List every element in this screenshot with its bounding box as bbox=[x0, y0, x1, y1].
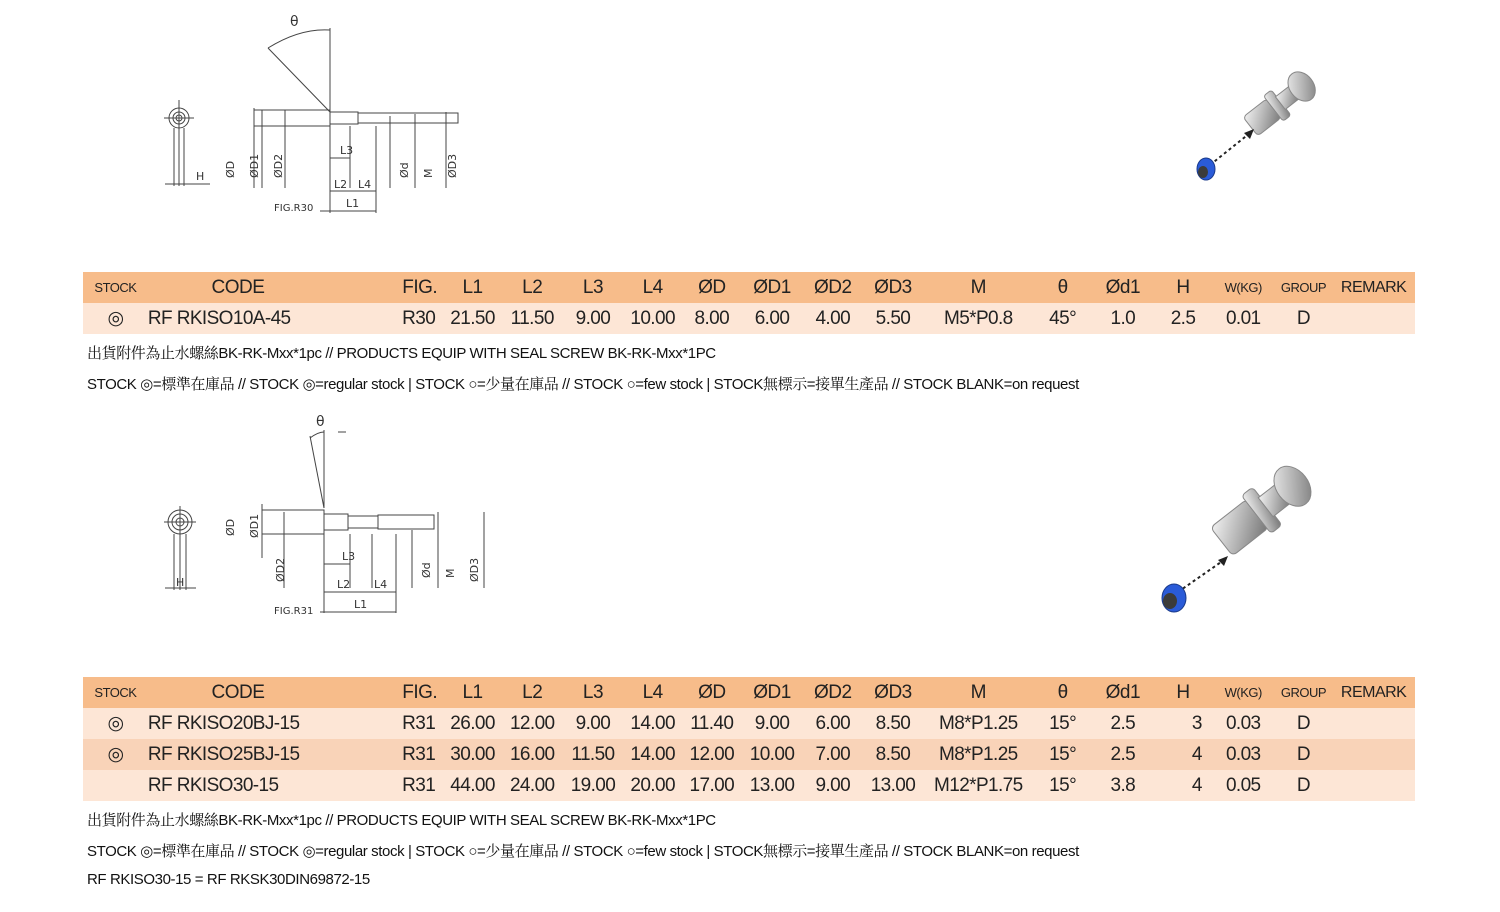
table-row bbox=[83, 708, 1415, 739]
equip-note: 出貨附件為止水螺絲BK-RK-Mxx*1pc // PRODUCTS EQUIP WITH SEAL SCREW BK-RK-Mxx*1PC bbox=[87, 812, 716, 829]
col-d: ØD bbox=[682, 677, 742, 708]
seal-screw-icon bbox=[1162, 584, 1186, 612]
col-group: GROUP bbox=[1275, 272, 1333, 303]
col-d1: ØD1 bbox=[742, 677, 803, 708]
stock-mark: ◎ bbox=[83, 303, 148, 334]
stock-mark: ◎ bbox=[83, 708, 148, 739]
cell-d2: 4.00 bbox=[802, 303, 863, 334]
dim-l3: L3 bbox=[342, 550, 356, 563]
cell-h: 4 bbox=[1154, 770, 1212, 801]
cell-group: D bbox=[1275, 770, 1333, 801]
theta-label: θ bbox=[290, 14, 299, 30]
stock-mark bbox=[83, 770, 148, 801]
cell-l1: 44.00 bbox=[443, 770, 502, 801]
dim-small-d: Ød bbox=[398, 162, 411, 178]
cell-d2: 6.00 bbox=[802, 708, 863, 739]
cell-group: D bbox=[1275, 303, 1333, 334]
stock-legend-note: STOCK ◎=標準在庫品 // STOCK ◎=regular stock | STOCK ○=少量在庫品 // STOCK ○=few stock | STOCK無標示=接單生產品 // STOCK BLANK=on request bbox=[87, 376, 1079, 393]
dim-small-d: Ød bbox=[420, 562, 433, 578]
col-d3: ØD3 bbox=[863, 677, 923, 708]
cell-l2: 11.50 bbox=[502, 303, 563, 334]
col-d: ØD bbox=[682, 272, 742, 303]
dim-d3: ØD3 bbox=[468, 557, 481, 582]
table-row bbox=[83, 739, 1415, 770]
col-fig: FIG. bbox=[328, 272, 443, 303]
product-code: RF RKISO20BJ-15 bbox=[148, 708, 328, 739]
cell-m: M5*P0.8 bbox=[923, 303, 1034, 334]
cell-d1: 10.00 bbox=[742, 739, 803, 770]
product-code: RF RKISO30-15 bbox=[148, 770, 328, 801]
cell-d2: 7.00 bbox=[802, 739, 863, 770]
cell-d1: 13.00 bbox=[742, 770, 803, 801]
cell-d: 12.00 bbox=[682, 739, 742, 770]
cell-sd1: 2.5 bbox=[1091, 739, 1154, 770]
dim-h: H bbox=[176, 576, 185, 589]
cell-l2: 16.00 bbox=[502, 739, 563, 770]
dim-d2: ØD2 bbox=[272, 153, 285, 178]
cell-d3: 5.50 bbox=[863, 303, 923, 334]
table-row bbox=[83, 303, 1415, 334]
product-code: RF RKISO10A-45 bbox=[148, 303, 328, 334]
col-m: M bbox=[923, 272, 1034, 303]
col-code: CODE bbox=[148, 677, 328, 708]
cell-l1: 21.50 bbox=[443, 303, 502, 334]
stock-mark: ◎ bbox=[83, 739, 148, 770]
cell-fig: R31 bbox=[328, 708, 443, 739]
col-d1: ØD1 bbox=[742, 272, 803, 303]
col-remark: REMARK bbox=[1332, 272, 1415, 303]
cell-d2: 9.00 bbox=[802, 770, 863, 801]
dim-d2: ØD2 bbox=[274, 557, 287, 582]
cell-sd1: 1.0 bbox=[1091, 303, 1154, 334]
product-photo-r31 bbox=[1152, 452, 1342, 622]
col-weight: W(KG) bbox=[1212, 677, 1275, 708]
cell-theta: 15° bbox=[1034, 739, 1092, 770]
dim-l2: L2 bbox=[337, 578, 351, 591]
col-l3: L3 bbox=[563, 677, 624, 708]
table-header bbox=[83, 677, 1415, 708]
col-l2: L2 bbox=[502, 272, 563, 303]
spec-table-r31 bbox=[83, 677, 1415, 801]
col-h: H bbox=[1154, 677, 1212, 708]
col-stock: STOCK bbox=[83, 272, 148, 303]
cell-group: D bbox=[1275, 708, 1333, 739]
cell-l4: 14.00 bbox=[623, 739, 682, 770]
cell-fig: R30 bbox=[328, 303, 443, 334]
dim-h: H bbox=[196, 170, 205, 183]
cell-l4: 14.00 bbox=[623, 708, 682, 739]
cell-weight: 0.05 bbox=[1212, 770, 1275, 801]
cell-remark bbox=[1332, 770, 1415, 801]
col-l2: L2 bbox=[502, 677, 563, 708]
dim-d: ØD bbox=[224, 160, 237, 178]
cell-d: 11.40 bbox=[682, 708, 742, 739]
col-d2: ØD2 bbox=[802, 677, 863, 708]
col-code: CODE bbox=[148, 272, 328, 303]
col-theta: θ bbox=[1034, 272, 1092, 303]
dim-m: M bbox=[444, 568, 457, 578]
col-h: H bbox=[1154, 272, 1212, 303]
cell-m: M8*P1.25 bbox=[923, 708, 1034, 739]
col-sd1: Ød1 bbox=[1091, 677, 1154, 708]
cell-l4: 10.00 bbox=[623, 303, 682, 334]
dim-d1: ØD1 bbox=[248, 153, 261, 178]
stock-legend-note: STOCK ◎=標準在庫品 // STOCK ◎=regular stock | STOCK ○=少量在庫品 // STOCK ○=few stock | STOCK無標示=接單生產品 // STOCK BLANK=on request bbox=[87, 843, 1079, 860]
col-m: M bbox=[923, 677, 1034, 708]
cell-d: 8.00 bbox=[682, 303, 742, 334]
cell-d: 17.00 bbox=[682, 770, 742, 801]
cell-d1: 6.00 bbox=[742, 303, 803, 334]
cell-d3: 8.50 bbox=[863, 708, 923, 739]
cell-l3: 11.50 bbox=[563, 739, 624, 770]
product-photo-r30 bbox=[1188, 55, 1348, 190]
cell-fig: R31 bbox=[328, 770, 443, 801]
cell-l3: 9.00 bbox=[563, 708, 624, 739]
cell-weight: 0.01 bbox=[1212, 303, 1275, 334]
cell-remark bbox=[1332, 708, 1415, 739]
product-code: RF RKISO25BJ-15 bbox=[148, 739, 328, 770]
dim-l2: L2 bbox=[334, 178, 348, 191]
col-weight: W(KG) bbox=[1212, 272, 1275, 303]
cell-l1: 26.00 bbox=[443, 708, 502, 739]
table-row bbox=[83, 770, 1415, 801]
cell-theta: 45° bbox=[1034, 303, 1092, 334]
cell-l4: 20.00 bbox=[623, 770, 682, 801]
col-sd1: Ød1 bbox=[1091, 272, 1154, 303]
dim-d1: ØD1 bbox=[248, 513, 261, 538]
dim-l1: L1 bbox=[346, 197, 360, 210]
dim-l3: L3 bbox=[340, 144, 354, 157]
cell-d1: 9.00 bbox=[742, 708, 803, 739]
col-d3: ØD3 bbox=[863, 272, 923, 303]
cell-l1: 30.00 bbox=[443, 739, 502, 770]
fig-label: FIG.R30 bbox=[274, 203, 314, 214]
cell-d3: 13.00 bbox=[863, 770, 923, 801]
cell-l3: 9.00 bbox=[563, 303, 624, 334]
technical-drawing-r31 bbox=[150, 408, 495, 618]
cell-remark bbox=[1332, 739, 1415, 770]
dim-l4: L4 bbox=[374, 578, 388, 591]
cell-weight: 0.03 bbox=[1212, 708, 1275, 739]
spec-table-r30 bbox=[83, 272, 1415, 334]
dim-m: M bbox=[422, 168, 435, 178]
cell-h: 2.5 bbox=[1154, 303, 1212, 334]
cell-h: 4 bbox=[1154, 739, 1212, 770]
cell-sd1: 2.5 bbox=[1091, 708, 1154, 739]
col-theta: θ bbox=[1034, 677, 1092, 708]
col-fig: FIG. bbox=[328, 677, 443, 708]
col-l4: L4 bbox=[623, 272, 682, 303]
col-d2: ØD2 bbox=[802, 272, 863, 303]
col-l4: L4 bbox=[623, 677, 682, 708]
cell-h: 3 bbox=[1154, 708, 1212, 739]
dim-d3: ØD3 bbox=[446, 153, 459, 178]
dim-d: ØD bbox=[224, 518, 237, 536]
col-l3: L3 bbox=[563, 272, 624, 303]
technical-drawing-r30 bbox=[150, 8, 490, 218]
cell-weight: 0.03 bbox=[1212, 739, 1275, 770]
equip-note: 出貨附件為止水螺絲BK-RK-Mxx*1pc // PRODUCTS EQUIP WITH SEAL SCREW BK-RK-Mxx*1PC bbox=[87, 345, 716, 362]
cell-remark bbox=[1332, 303, 1415, 334]
equivalence-note: RF RKISO30-15 = RF RKSK30DIN69872-15 bbox=[87, 871, 370, 888]
cell-theta: 15° bbox=[1034, 708, 1092, 739]
col-group: GROUP bbox=[1275, 677, 1333, 708]
dim-l1: L1 bbox=[354, 598, 368, 611]
cell-m: M12*P1.75 bbox=[923, 770, 1034, 801]
table-header bbox=[83, 272, 1415, 303]
fig-label: FIG.R31 bbox=[274, 606, 314, 617]
cell-group: D bbox=[1275, 739, 1333, 770]
cell-l2: 24.00 bbox=[502, 770, 563, 801]
dim-l4: L4 bbox=[358, 178, 372, 191]
cell-d3: 8.50 bbox=[863, 739, 923, 770]
col-l1: L1 bbox=[443, 677, 502, 708]
cell-m: M8*P1.25 bbox=[923, 739, 1034, 770]
cell-theta: 15° bbox=[1034, 770, 1092, 801]
cell-l2: 12.00 bbox=[502, 708, 563, 739]
cell-sd1: 3.8 bbox=[1091, 770, 1154, 801]
theta-label: θ bbox=[316, 414, 325, 430]
cell-l3: 19.00 bbox=[563, 770, 624, 801]
col-l1: L1 bbox=[443, 272, 502, 303]
cell-fig: R31 bbox=[328, 739, 443, 770]
col-remark: REMARK bbox=[1332, 677, 1415, 708]
col-stock: STOCK bbox=[83, 677, 148, 708]
seal-screw-icon bbox=[1197, 158, 1215, 180]
